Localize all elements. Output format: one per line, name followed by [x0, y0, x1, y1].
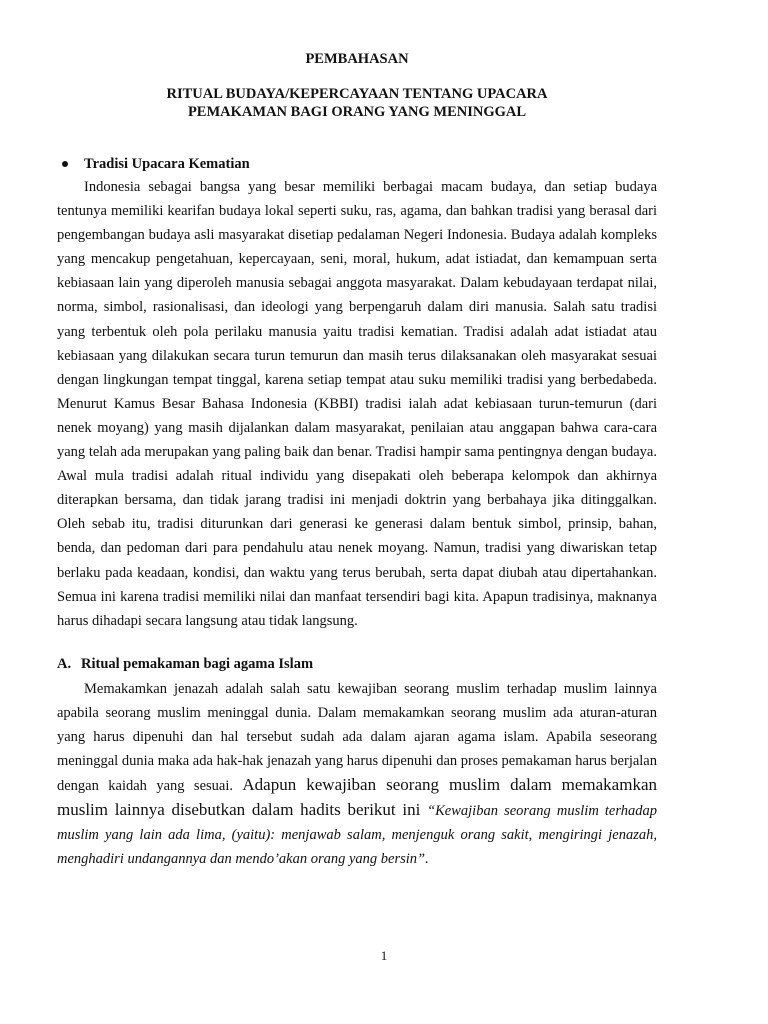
islam-paragraph [57, 677, 657, 872]
section-a-title: Ritual pemakaman bagi agama Islam [81, 655, 314, 672]
document-subtitle-line-2: PEMAKAMAN BAGI ORANG YANG MENINGGAL [187, 104, 527, 120]
bullet-section-heading [57, 155, 657, 173]
islam-paragraph-emphasis: Adapun kewajiban seorang muslim dalam memakamkan muslim lainnya disebutkan dalam hadits berikut ini [57, 775, 657, 820]
bullet-section-title: Tradisi Upacara Kematian [84, 156, 250, 172]
document-body [57, 50, 657, 872]
document-subtitle-line-1: RITUAL BUDAYA/KEPERCAYAAN TENTANG UPACARA [166, 86, 548, 102]
islam-paragraph-text: Memakamkan jenazah adalah salah satu kewajiban seorang muslim terhadap muslim lainnya apabila seorang muslim meninggal dunia. Dalam memakamkan seorang muslim ada aturan-aturan yang harus dipenuhi dan hal tersebut sudah ada dalam ajaran agama islam. Apabila seseorang meninggal dunia maka ada hak-hak jenazah yang harus dipenuhi dan proses pemakaman harus berjalan dengan kaidah yang sesuai. [57, 680, 657, 795]
page-number: 1 [380, 948, 388, 963]
document-heading: PEMBAHASAN [305, 51, 409, 67]
tradisi-paragraph: Indonesia sebagai bangsa yang besar memiliki berbagai macam budaya, dan setiap budaya tentunya memiliki kearifan budaya lokal seperti suku, ras, agama, dan bahkan tradisi yang berasal dari pengembangan budaya asli masyarakat disetiap pedalaman Negeri Indonesia. Budaya adalah kompleks yang mencakup pengetahuan, kepercayaan, seni, moral, hukum, adat istiadat, dan kemampuan serta kebiasaan lain yang diperoleh manusia sebagai anggota masyarakat. Dalam kebudayaan terdapat nilai, norma, simbol, rasionalisasi, dan ideologi yang berpengaruh dalam diri manusia. Salah satu tradisi yang terbentuk oleh pola perilaku manusia yaitu tradisi kematian. Tradisi adalah adat istiadat atau kebiasaan yang dilakukan secara turun temurun dan masih terus dilaksanakan oleh masyarakat sesuai dengan lingkungan tempat tinggal, karena setiap tempat atau suku memiliki tradisi yang berbedabeda. Menurut Kamus Besar Bahasa Indonesia (KBBI) tradisi ialah adat kebiasaan turun-temurun (dari nenek moyang) yang masih dijalankan dalam masyarakat, penilaian atau anggapan bahwa cara-cara yang telah ada merupakan yang paling baik dan benar. Tradisi hampir sama pentingnya dengan budaya. Awal mula tradisi adalah ritual individu yang disepakati oleh beberapa kelompok dan akhirnya diterapkan bersama, dan tidak jarang tradisi ini menjadi doktrin yang berbahaya jika ditinggalkan. Oleh sebab itu, tradisi diturunkan dari generasi ke generasi dalam bentuk simbol, prinsip, bahan, benda, dan pedoman dari para pendahulu atau nenek moyang. Namun, tradisi yang diwariskan tetap berlaku pada keadaan, kondisi, dan waktu yang terus berubah, serta dapat diubah atau dipertahankan. Semua ini karena tradisi memiliki nilai dan manfaat tersendiri bagi kita. Apapun tradisinya, maknanya harus dihadapi secara langsung atau tidak langsung. [57, 179, 657, 629]
hadith-quote: “Kewajiban seorang muslim terhadap muslim yang lain ada lima, (yaitu): menjawab salam, menjenguk orang sakit, mengiringi jenazah, menghadiri undangannya dan mendo’akan orang yang bersin”. [57, 803, 657, 868]
section-a-letter: A. [57, 655, 72, 672]
section-a-heading [57, 655, 657, 673]
bullet-icon [62, 161, 68, 167]
